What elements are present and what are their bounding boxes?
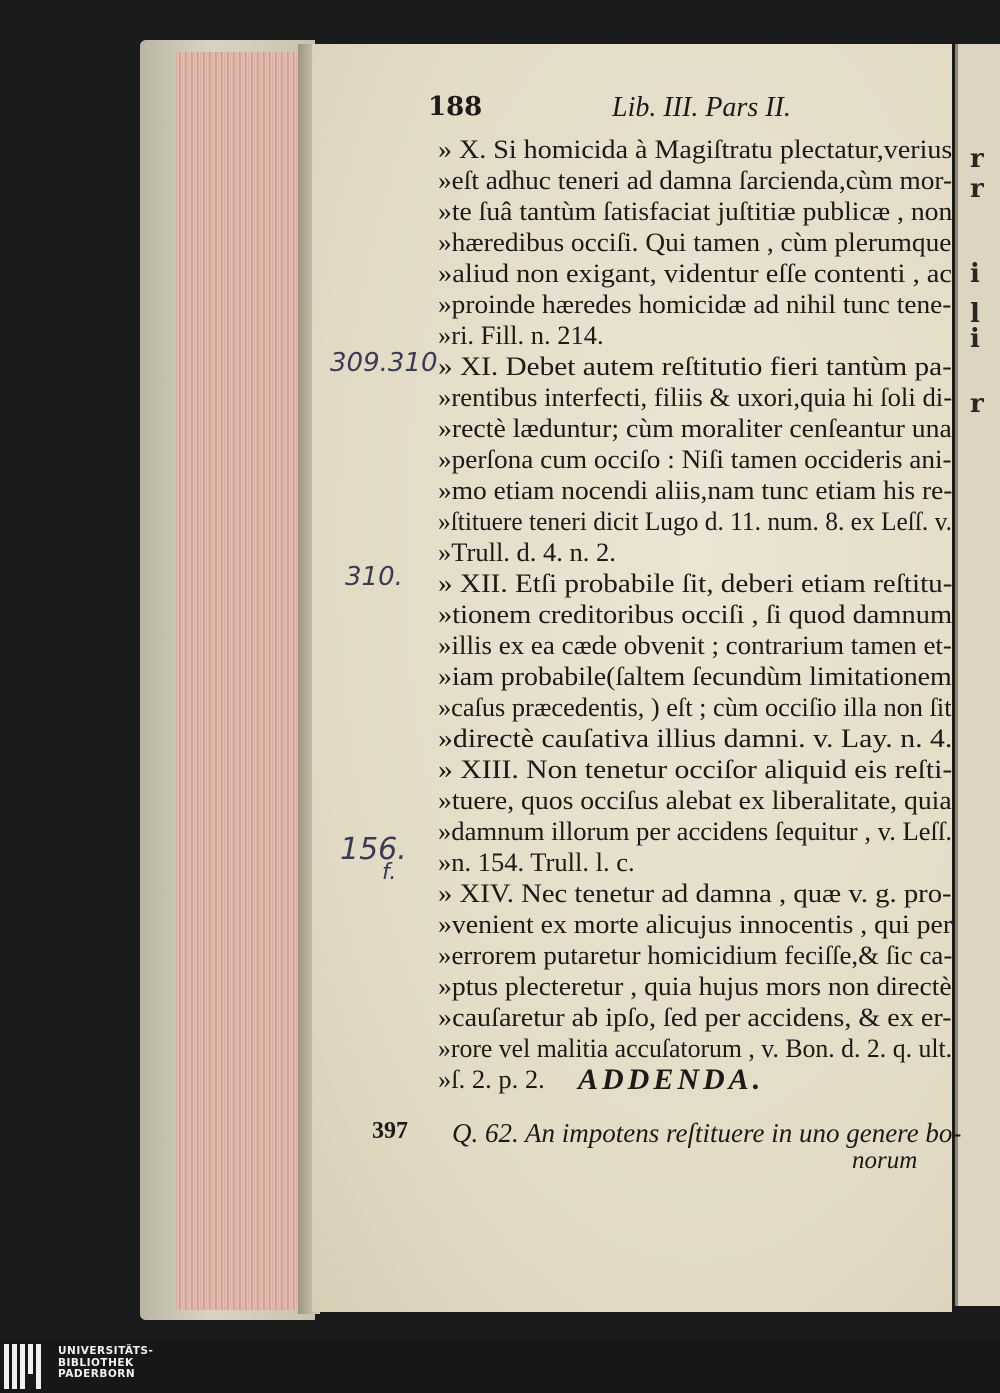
text-line: »damnum illorum per accidens ſequitur , v. Leſſ. [438,816,953,846]
text-line: »perſona cum occiſo : Niſi tamen occideris ani- [438,444,952,474]
right-page-fragment: r [970,144,984,174]
text-line: »iam probabile(ſaltem ſecundùm limitationem [438,661,952,691]
text-line: » XIII. Non tenetur occiſor aliquid eis reſti- [438,754,953,784]
text-line: »eſt adhuc teneri ad damna ſarcienda,cùm mor- [438,165,953,195]
text-line: »rectè læduntur; cùm moraliter cenſeantur una [438,413,952,443]
addenda-number: 397 [372,1118,408,1144]
text-line: »venient ex morte alicujus innocentis , qui per [438,909,953,939]
page-edges [176,52,301,1310]
right-page-fragment: i [970,259,980,289]
right-page-fragment: l [970,299,980,329]
library-name-line: UNIVERSITÄTS- [58,1345,154,1357]
page-number: 188 [428,92,483,122]
text-line: »aliud non exigant, videntur eſſe contenti , ac [438,258,953,288]
text-line: »Trull. d. 4. n. 2. [438,537,616,567]
text-line: »rentibus interfecti, filiis & uxori,quia hi ſoli di- [438,382,953,412]
page-header [0,92,1000,132]
text-line: »te ſuâ tantùm ſatisfaciat juſtitiæ publicæ , non [438,196,953,226]
text-line: » XII. Etſi probabile ſit, deberi etiam reſtitu- [438,568,953,598]
text-line: »illis ex ea cæde obvenit ; contrarium tamen et- [438,630,952,660]
library-name-line: PADERBORN [58,1368,136,1380]
library-logo-icon [4,1344,48,1389]
right-page-edge [955,44,1000,1306]
addenda-heading: ADDENDA. [578,1063,765,1096]
text-line: »proinde hæredes homicidæ ad nihil tunc tene- [438,289,952,319]
text-line: » XI. Debet autem reſtitutio fieri tantùm pa- [438,351,952,381]
right-page-fragment: r [970,389,984,419]
text-line: »ſtituere teneri dicit Lugo d. 11. num. 8. ex Leſſ. v. [438,506,953,536]
text-line: »ri. Fill. n. 214. [438,320,604,350]
text-line: »tionem creditoribus occiſi , ſi quod damnum [438,599,953,629]
text-line: »directè cauſativa illius damni. v. Lay. n. 4. [438,723,953,753]
text-line: » X. Si homicida à Magiſtratu plectatur,verius [438,134,953,164]
text-line: »mo etiam nocendi aliis,nam tunc etiam his re- [438,475,953,505]
marginal-note: 156. [340,832,407,867]
right-page-fragment: i [970,324,980,354]
text-line: »cauſaretur ab ipſo, ſed per accidens, & ex er- [438,1002,952,1032]
text-line: »hæredibus occiſi. Qui tamen , cùm plerumque [438,227,952,257]
text-line: »errorem putaretur homicidium feciſſe,& ſic ca- [438,940,953,970]
marginal-note: 309.310 [330,348,438,378]
marginal-note: f. [382,860,397,885]
text-line: »n. 154. Trull. l. c. [438,847,635,877]
library-name [58,1346,153,1381]
text-line: »ſ. 2. p. 2. [438,1064,545,1094]
text-line: »rore vel malitia accuſatorum , v. Bon. d. 2. q. ult. [438,1033,953,1063]
addenda-question: Q. 62. An impotens reſtituere in uno genere bo- [452,1118,962,1148]
marginal-note: 310. [345,562,403,592]
text-line: »tuere, quos occiſus alebat ex liberalitate, quia [438,785,952,815]
right-page-fragment: r [970,174,984,204]
library-name-line: BIBLIOTHEK [58,1356,134,1369]
addenda-question-continuation: norum [852,1147,918,1174]
text-line: »ptus plecteretur , quia hujus mors non directè [438,971,952,1001]
text-line: » XIV. Nec tenetur ad damna , quæ v. g. pro- [438,878,952,908]
text-line: »caſus præcedentis, ) eſt ; cùm occiſio illa non ſit [438,692,952,722]
running-head: Lib. III. Pars II. [612,92,791,123]
